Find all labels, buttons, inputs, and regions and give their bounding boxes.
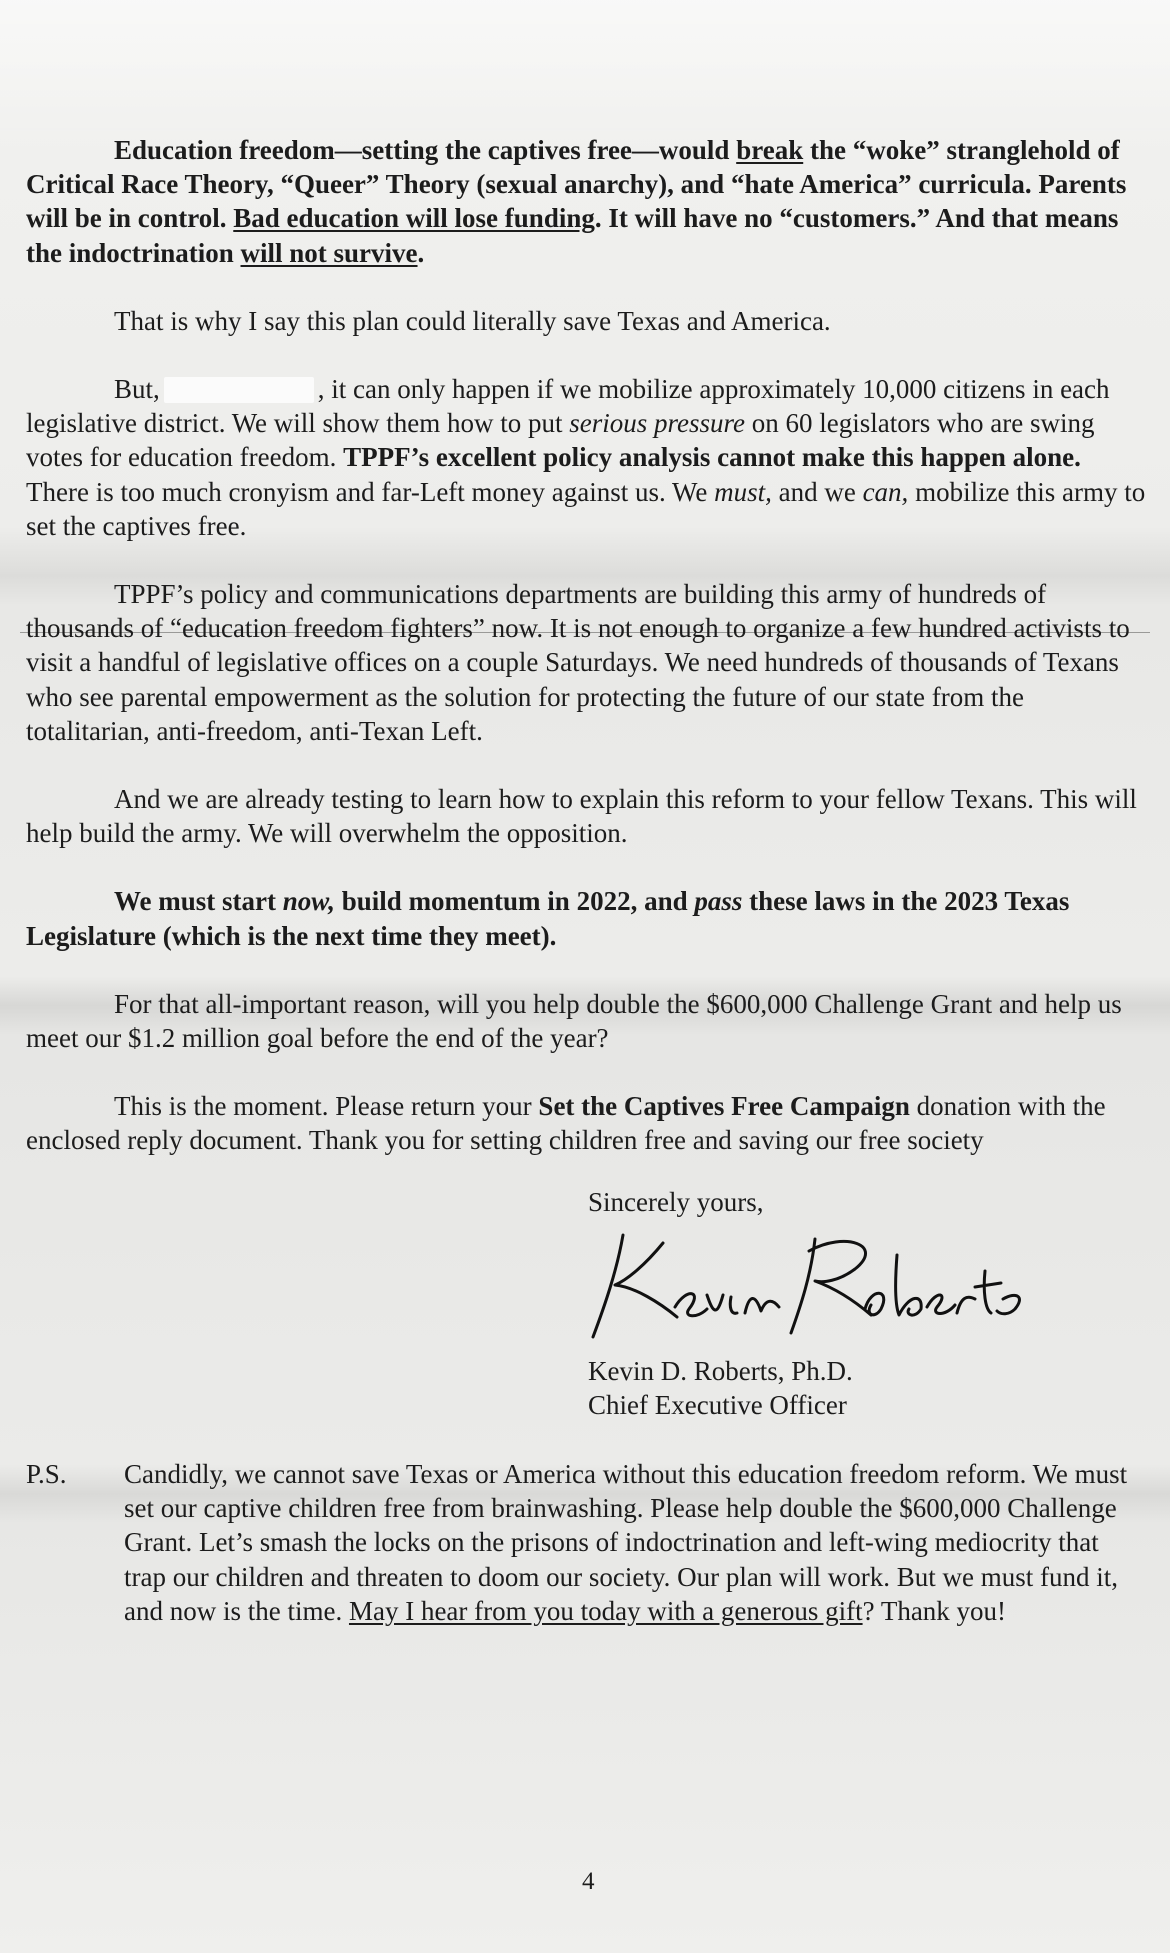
paragraph-testing: And we are already testing to learn how to explain this reform to your fellow Texans. This will help build the army. We will overwhelm the opposition. <box>26 784 1137 849</box>
signer-block <box>588 1354 853 1422</box>
ps-text: Candidly, we cannot save Texas or America without this education freedom reform. We must set our captive children free from brainwashing. Please help double the $600,000 Challenge Grant. Let’s smash the locks on the prisons of indoctrination and left-wing mediocrity that trap our children and threaten to doom our society. Our plan will work. But we must fund it, and now is the time. May I hear from you today with a generous gift? Thank you! <box>124 1459 1128 1626</box>
closing: Sincerely yours, <box>588 1187 764 1217</box>
paragraph-start-now: We must start now, build momentum in 2022, and pass these laws in the 2023 Texas Legislature (which is the next time they meet). <box>26 886 1070 951</box>
paragraph-building-army: TPPF’s policy and communications departments are building this army of hundreds of thousands of “education freedom fighters” now. It is not enough to organize a few hundred activists to visit a handful of legislative offices on a couple Saturdays. We need hundreds of thousands of Texans who see parental empowerment as the solution for protecting the future of our state from the totalitarian, anti-freedom, anti-Texan Left. <box>26 579 1130 746</box>
paragraph-challenge-grant: For that all-important reason, will you help double the $600,000 Challenge Grant and help us meet our $1.2 million goal before the end of the year? <box>26 988 1122 1054</box>
redacted-name <box>164 377 314 403</box>
signer-name: Kevin D. Roberts, Ph.D. <box>588 1356 853 1386</box>
page-number: 4 <box>582 1868 595 1895</box>
signer-title: Chief Executive Officer <box>588 1390 847 1420</box>
paragraph-save-texas: That is why I say this plan could literally save Texas and America. <box>114 305 831 336</box>
signature-image <box>565 1225 1045 1345</box>
ps-label: P.S. <box>26 1459 67 1489</box>
paragraph-mobilize: But, , it can only happen if we mobilize approximately 10,000 citizens in each legislative district. We will show them how to put serious pressure on 60 legislators who are swing votes for education freedom. TPPF’s excellent policy analysis cannot make this happen alone. There is too much cronyism and far-Left money against us. We must, and we can, mobilize this army to set the captives free. <box>26 374 1146 541</box>
paragraph-education-freedom: Education freedom—setting the captives free—would break the “woke” stranglehold of Critical Race Theory, “Queer” Theory (sexual anarchy), and “hate America” curricula. Parents will be in control. Bad education will lose funding. It will have no “customers.” And that means the indoctrination will not survive. <box>26 135 1127 268</box>
letter-body <box>26 133 1146 1192</box>
paragraph-this-is-the-moment: This is the moment. Please return your Set the Captives Free Campaign donation with the enclosed reply document. Thank you for setting children free and saving our free society <box>26 1091 1106 1156</box>
